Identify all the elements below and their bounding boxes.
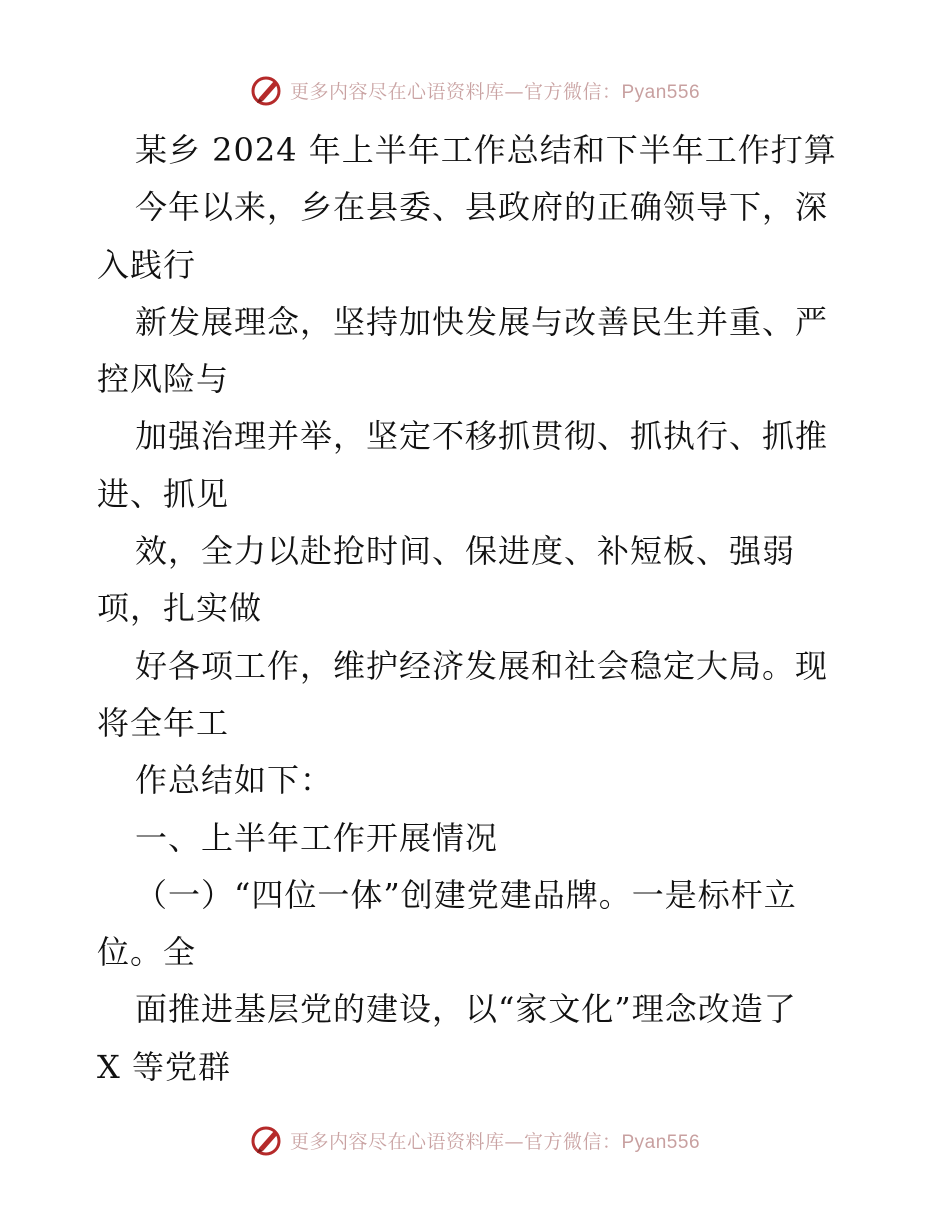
paragraph-line: 今年以来，乡在县委、县政府的正确领导下，深 xyxy=(135,188,829,227)
watermark-wechat-id: Pyan556 xyxy=(621,81,701,103)
paragraph-line: 项，扎实做 xyxy=(97,589,263,628)
watermark-wechat-id: Pyan556 xyxy=(621,1131,701,1153)
paragraph-line: 新发展理念，坚持加快发展与改善民生并重、严 xyxy=(135,302,829,341)
watermark-text: 更多内容尽在心语资料库—官方微信：Pyan556 xyxy=(289,80,701,103)
paragraph-line: X 等党群 xyxy=(97,1047,231,1086)
watermark-text: 更多内容尽在心语资料库—官方微信：Pyan556 xyxy=(289,1130,701,1153)
red-pen-circle-icon xyxy=(250,73,284,107)
document-title: 某乡 2024 年上半年工作总结和下半年工作打算 xyxy=(135,131,837,169)
document-body xyxy=(97,122,857,1096)
paragraph-line: 将全年工 xyxy=(97,703,230,742)
watermark-footer xyxy=(0,1120,950,1160)
paragraph-line: 效，全力以赴抢时间、保进度、补短板、强弱 xyxy=(135,532,796,571)
paragraph-line: 位。全 xyxy=(97,933,197,972)
paragraph-line: 进、抓见 xyxy=(97,474,230,513)
paragraph-line: 面推进基层党的建设，以“家文化”理念改造了 xyxy=(135,990,797,1029)
paragraph-line: 好各项工作，维护经济发展和社会稳定大局。现 xyxy=(135,646,829,685)
section-heading: 一、上半年工作开展情况 xyxy=(135,818,499,857)
paragraph-line: 控风险与 xyxy=(97,360,230,399)
paragraph-line: （一）“四位一体”创建党建品牌。一是标杆立 xyxy=(135,875,797,914)
paragraph-line: 加强治理并举，坚定不移抓贯彻、抓执行、抓推 xyxy=(135,417,829,456)
red-pen-circle-icon xyxy=(250,1123,284,1157)
paragraph-line: 作总结如下： xyxy=(135,761,334,800)
watermark-header xyxy=(0,70,950,110)
paragraph-line: 入践行 xyxy=(97,245,197,284)
